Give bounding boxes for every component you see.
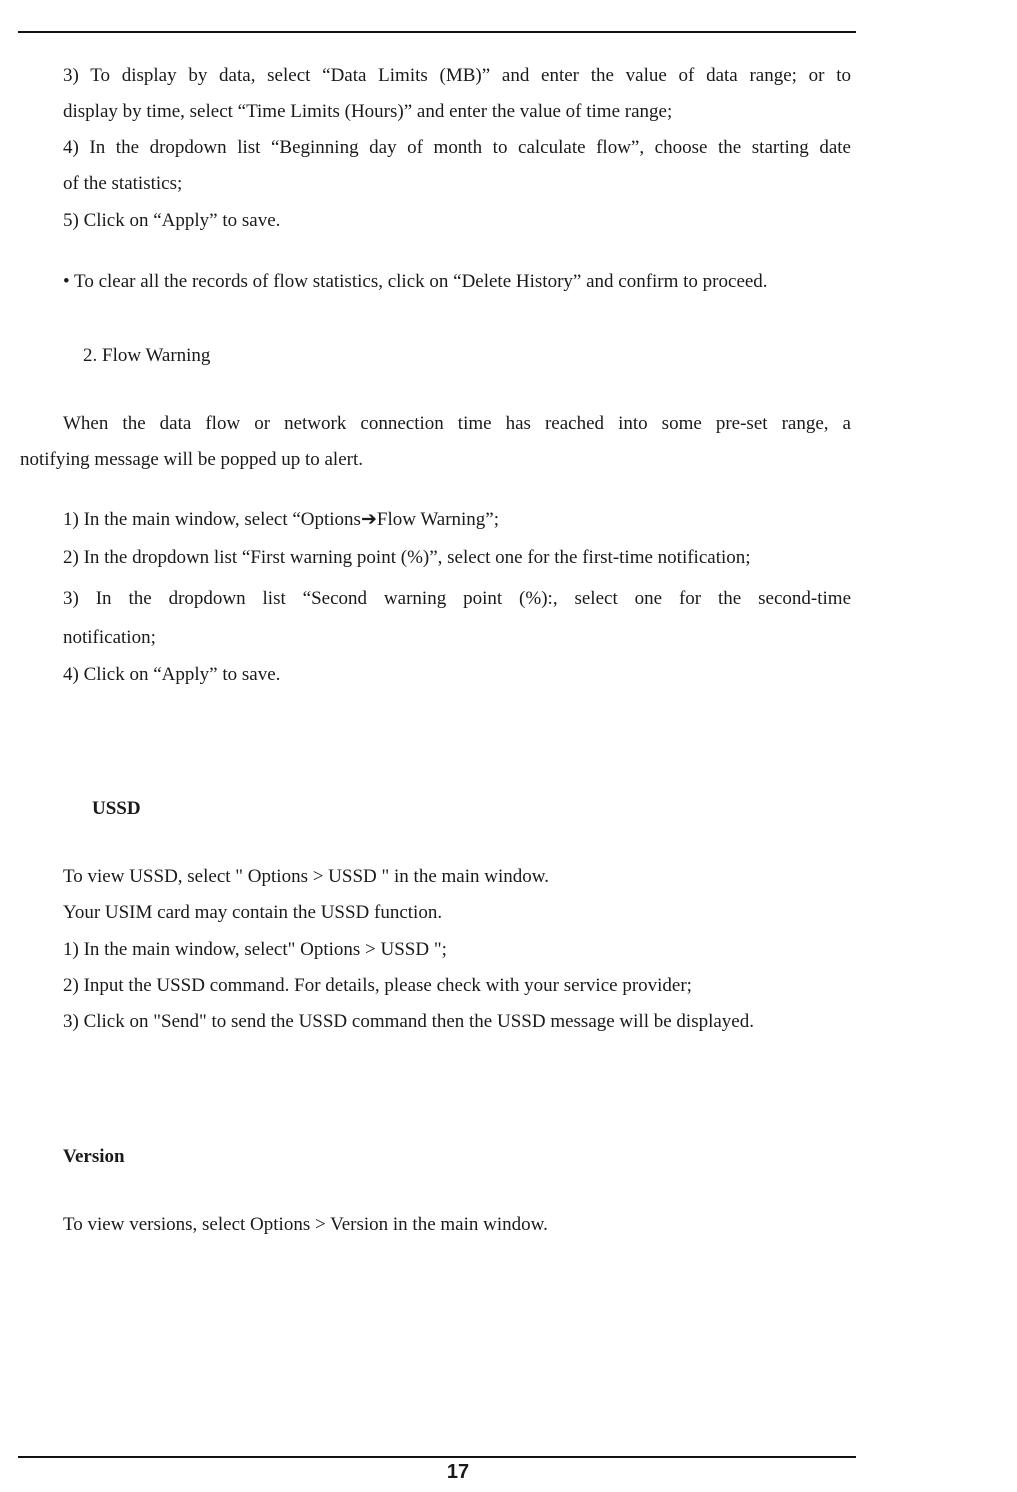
ussd-step3: 3) Click on "Send" to send the USSD command then the USSD message will be displayed. bbox=[63, 1011, 754, 1032]
header-rule bbox=[18, 31, 856, 33]
flow-warning-intro-line1: When the data flow or network connection time has reached into some pre-set range, a bbox=[63, 413, 851, 434]
flow-stats-step4-line2: of the statistics; bbox=[63, 173, 183, 194]
flow-warning-step3-line2: notification; bbox=[63, 627, 156, 648]
flow-warning-intro-line2: notifying message will be popped up to alert. bbox=[20, 449, 363, 470]
flow-stats-delete-history-note: • To clear all the records of flow statistics, click on “Delete History” and confirm to proceed. bbox=[63, 271, 768, 292]
footer-rule bbox=[18, 1456, 856, 1458]
version-line1: To view versions, select Options > Version in the main window. bbox=[63, 1214, 548, 1235]
flow-warning-step4: 4) Click on “Apply” to save. bbox=[63, 664, 281, 685]
page-number: 17 bbox=[446, 1461, 470, 1483]
flow-warning-step3-line1: 3) In the dropdown list “Second warning point (%):, select one for the second-time bbox=[63, 588, 851, 609]
ussd-line1: To view USSD, select " Options > USSD " in the main window. bbox=[63, 866, 549, 887]
flow-warning-step1: 1) In the main window, select “Options➔Flow Warning”; bbox=[63, 509, 500, 530]
ussd-heading: USSD bbox=[92, 798, 141, 819]
flow-stats-step4-line1: 4) In the dropdown list “Beginning day of month to calculate flow”, choose the starting date bbox=[63, 137, 851, 158]
flow-stats-step5: 5) Click on “Apply” to save. bbox=[63, 210, 281, 231]
flow-warning-title: 2. Flow Warning bbox=[83, 345, 211, 366]
ussd-step1: 1) In the main window, select" Options > USSD "; bbox=[63, 939, 447, 960]
flow-warning-step2: 2) In the dropdown list “First warning point (%)”, select one for the first-time notification; bbox=[63, 547, 751, 568]
version-heading: Version bbox=[63, 1146, 125, 1167]
ussd-line2: Your USIM card may contain the USSD function. bbox=[63, 902, 443, 923]
ussd-step2: 2) Input the USSD command. For details, please check with your service provider; bbox=[63, 975, 692, 996]
flow-stats-step3-line2: display by time, select “Time Limits (Hours)” and enter the value of time range; bbox=[63, 101, 673, 122]
flow-stats-step3-line1: 3) To display by data, select “Data Limits (MB)” and enter the value of data range; or to bbox=[63, 65, 851, 86]
